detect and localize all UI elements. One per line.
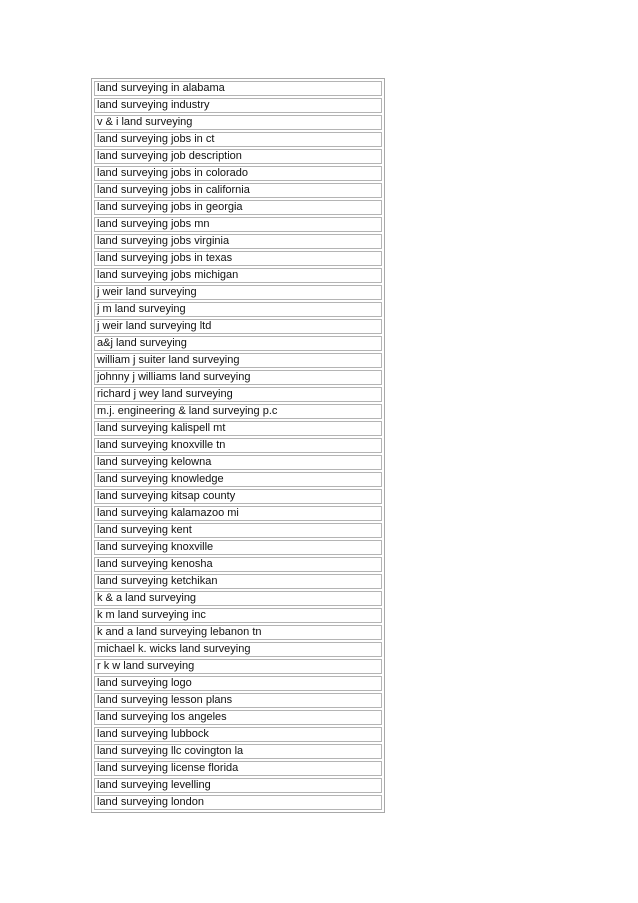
table-row: land surveying jobs in texas: [94, 251, 382, 266]
table-row: k m land surveying inc: [94, 608, 382, 623]
table-row: k & a land surveying: [94, 591, 382, 606]
table-row: richard j wey land surveying: [94, 387, 382, 402]
table-row: r k w land surveying: [94, 659, 382, 674]
table-row: land surveying los angeles: [94, 710, 382, 725]
table-row: j m land surveying: [94, 302, 382, 317]
table-row: v & i land surveying: [94, 115, 382, 130]
table-row: land surveying kelowna: [94, 455, 382, 470]
table-row: land surveying in alabama: [94, 81, 382, 96]
keyword-table: [91, 78, 385, 813]
table-row: land surveying lubbock: [94, 727, 382, 742]
table-row: land surveying ketchikan: [94, 574, 382, 589]
table-row: land surveying jobs mn: [94, 217, 382, 232]
table-row: a&j land surveying: [94, 336, 382, 351]
table-row: j weir land surveying: [94, 285, 382, 300]
table-row: land surveying knoxville: [94, 540, 382, 555]
table-row: j weir land surveying ltd: [94, 319, 382, 334]
table-row: land surveying lesson plans: [94, 693, 382, 708]
table-row: land surveying knowledge: [94, 472, 382, 487]
table-row: land surveying license florida: [94, 761, 382, 776]
table-row: k and a land surveying lebanon tn: [94, 625, 382, 640]
table-row: land surveying kenosha: [94, 557, 382, 572]
table-row: land surveying knoxville tn: [94, 438, 382, 453]
table-row: michael k. wicks land surveying: [94, 642, 382, 657]
table-row: land surveying levelling: [94, 778, 382, 793]
table-row: land surveying kent: [94, 523, 382, 538]
table-row: william j suiter land surveying: [94, 353, 382, 368]
table-row: land surveying kitsap county: [94, 489, 382, 504]
table-row: land surveying industry: [94, 98, 382, 113]
table-row: johnny j williams land surveying: [94, 370, 382, 385]
table-row: land surveying jobs in ct: [94, 132, 382, 147]
table-row: m.j. engineering & land surveying p.c: [94, 404, 382, 419]
table-row: land surveying jobs in colorado: [94, 166, 382, 181]
table-row: land surveying job description: [94, 149, 382, 164]
table-row: land surveying jobs in georgia: [94, 200, 382, 215]
table-row: land surveying logo: [94, 676, 382, 691]
table-row: land surveying jobs in california: [94, 183, 382, 198]
table-row: land surveying jobs michigan: [94, 268, 382, 283]
table-row: land surveying kalamazoo mi: [94, 506, 382, 521]
table-row: land surveying jobs virginia: [94, 234, 382, 249]
table-row: land surveying kalispell mt: [94, 421, 382, 436]
table-row: land surveying london: [94, 795, 382, 810]
table-row: land surveying llc covington la: [94, 744, 382, 759]
